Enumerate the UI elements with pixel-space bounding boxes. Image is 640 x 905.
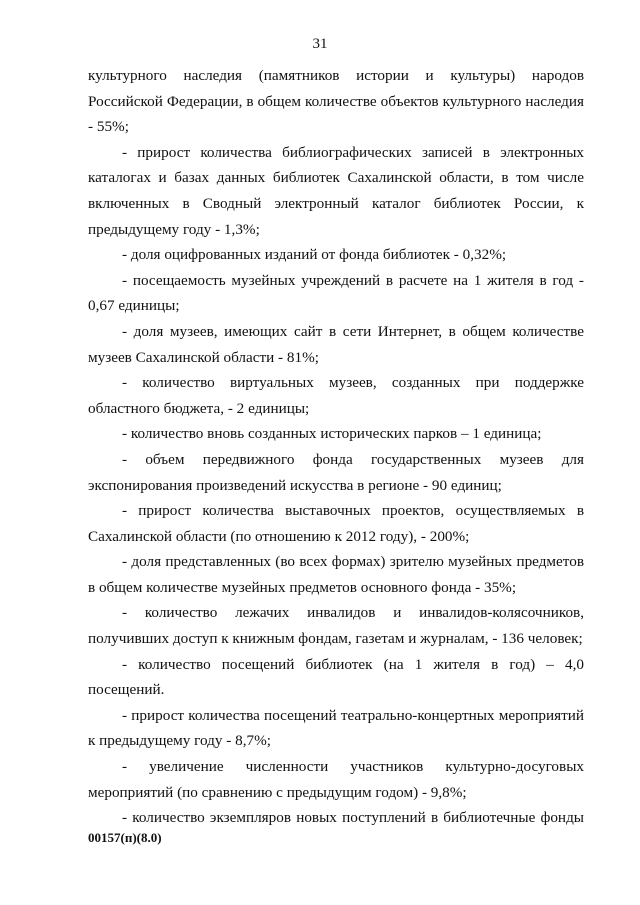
paragraph: - количество виртуальных музеев, созданных при поддержке областного бюджета, - 2 единицы; bbox=[88, 374, 584, 417]
paragraph: - прирост количества библиографических записей в электронных каталогах и базах данных библиотек Сахалинской области, в том числе включенных в Сводный электронный каталог библиотек России, к предыдущему году - 1,3%; bbox=[88, 143, 584, 238]
paragraph: - доля музеев, имеющих сайт в сети Интернет, в общем количестве музеев Сахалинской области - 81%; bbox=[88, 322, 584, 366]
paragraph: - доля представленных (во всех формах) зрителю музейных предметов в общем количестве музейных предметов основного фонда - 35%; bbox=[88, 553, 584, 596]
paragraph: - прирост количества выставочных проектов, осуществляемых в Сахалинской области (по отношению к 2012 году), - 200%; bbox=[88, 502, 584, 545]
document-body bbox=[88, 63, 584, 831]
paragraph: - объем передвижного фонда государственных музеев для экспонирования произведений искусства в регионе - 90 единиц; bbox=[88, 450, 584, 494]
paragraph: культурного наследия (памятников истории и культуры) народов Российской Федерации, в общем количестве объектов культурного наследия - 55%; bbox=[88, 67, 584, 136]
paragraph: - увеличение численности участников культурно-досуговых мероприятий (по сравнению с предыдущим годом) - 9,8%; bbox=[88, 758, 584, 801]
document-code: 00157(п)(8.0) bbox=[88, 830, 162, 845]
paragraph: - прирост количества посещений театрально-концертных мероприятий к предыдущему году - 8,7%; bbox=[88, 706, 584, 750]
paragraph: - посещаемость музейных учреждений в расчете на 1 жителя в год - 0,67 единицы; bbox=[88, 271, 584, 315]
paragraph: - количество посещений библиотек (на 1 жителя в год) – 4,0 посещений. bbox=[88, 655, 584, 699]
page-number: 31 bbox=[312, 36, 328, 52]
paragraph: - количество экземпляров новых поступлений в библиотечные фонды bbox=[122, 809, 584, 827]
paragraph: - количество лежачих инвалидов и инвалидов-колясочников, получивших доступ к книжным фондам, газетам и журналам, - 136 человек; bbox=[88, 604, 584, 648]
paragraph: - доля оцифрованных изданий от фонда библиотек - 0,32%; bbox=[122, 246, 507, 264]
paragraph: - количество вновь созданных исторических парков – 1 единица; bbox=[122, 425, 542, 443]
